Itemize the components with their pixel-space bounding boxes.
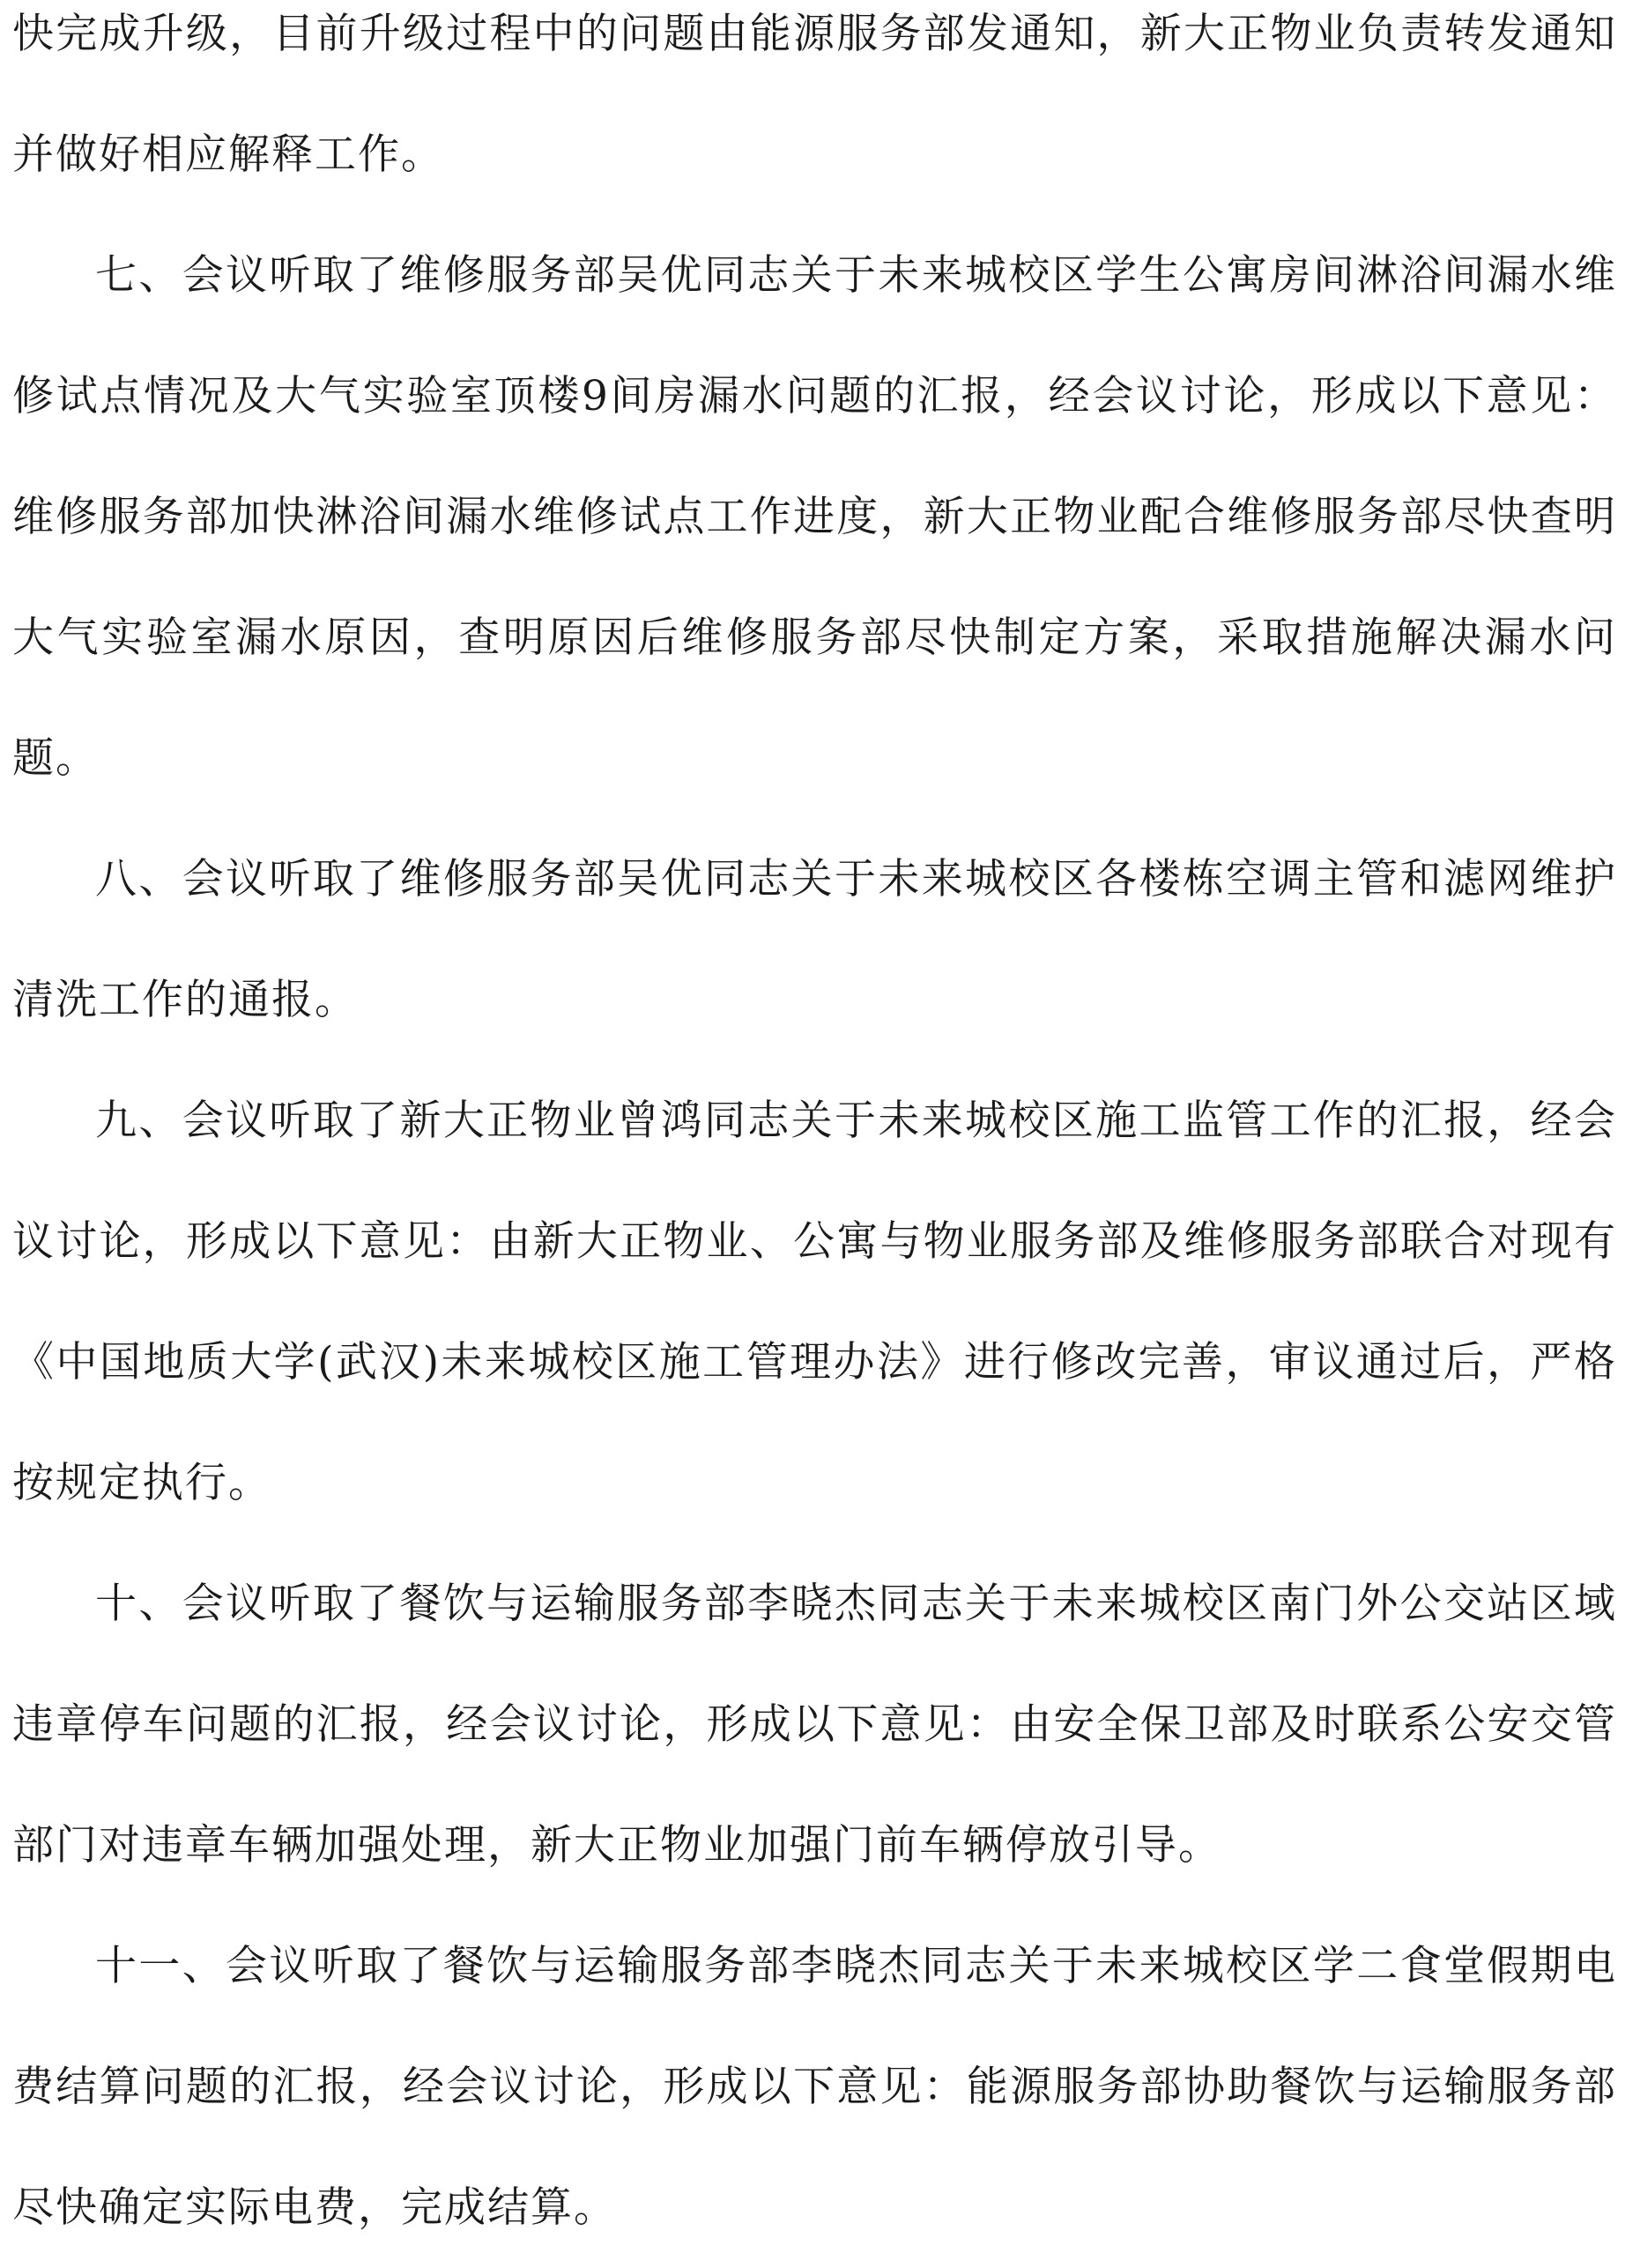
paragraph-item-11: 十一、会议听取了餐饮与运输服务部李晓杰同志关于未来城校区学二食堂假期电费结算问题的汇报，经会议讨论，形成以下意见：能源服务部协助餐饮与运输服务部尽快确定实际电费，完成结算。 <box>12 1942 1617 2232</box>
paragraph-upgrade-continuation: 快完成升级，目前升级过程中的问题由能源服务部发通知，新大正物业负责转发通知并做好相应解释工作。 <box>12 10 1617 179</box>
paragraph-item-10: 十、会议听取了餐饮与运输服务部李晓杰同志关于未来城校区南门外公交站区域违章停车问题的汇报，经会议讨论，形成以下意见：由安全保卫部及时联系公安交管部门对违章车辆加强处理，新大正物业加强门前车辆停放引导。 <box>12 1580 1617 1870</box>
paragraph-item-7: 七、会议听取了维修服务部吴优同志关于未来城校区学生公寓房间淋浴间漏水维修试点情况及大气实验室顶楼9间房漏水问题的汇报，经会议讨论，形成以下意见：维修服务部加快淋浴间漏水维修试点工作进度，新大正物业配合维修服务部尽快查明大气实验室漏水原因，查明原因后维修服务部尽快制定方案，采取措施解决漏水问题。 <box>12 251 1617 783</box>
paragraph-item-8: 八、会议听取了维修服务部吴优同志关于未来城校区各楼栋空调主管和滤网维护清洗工作的通报。 <box>12 855 1617 1024</box>
paragraph-item-9: 九、会议听取了新大正物业曾鸿同志关于未来城校区施工监管工作的汇报，经会议讨论，形成以下意见：由新大正物业、公寓与物业服务部及维修服务部联合对现有《中国地质大学(武汉)未来城校区施工管理办法》进行修改完善，审议通过后，严格按规定执行。 <box>12 1097 1617 1507</box>
document-body <box>12 0 1617 2268</box>
